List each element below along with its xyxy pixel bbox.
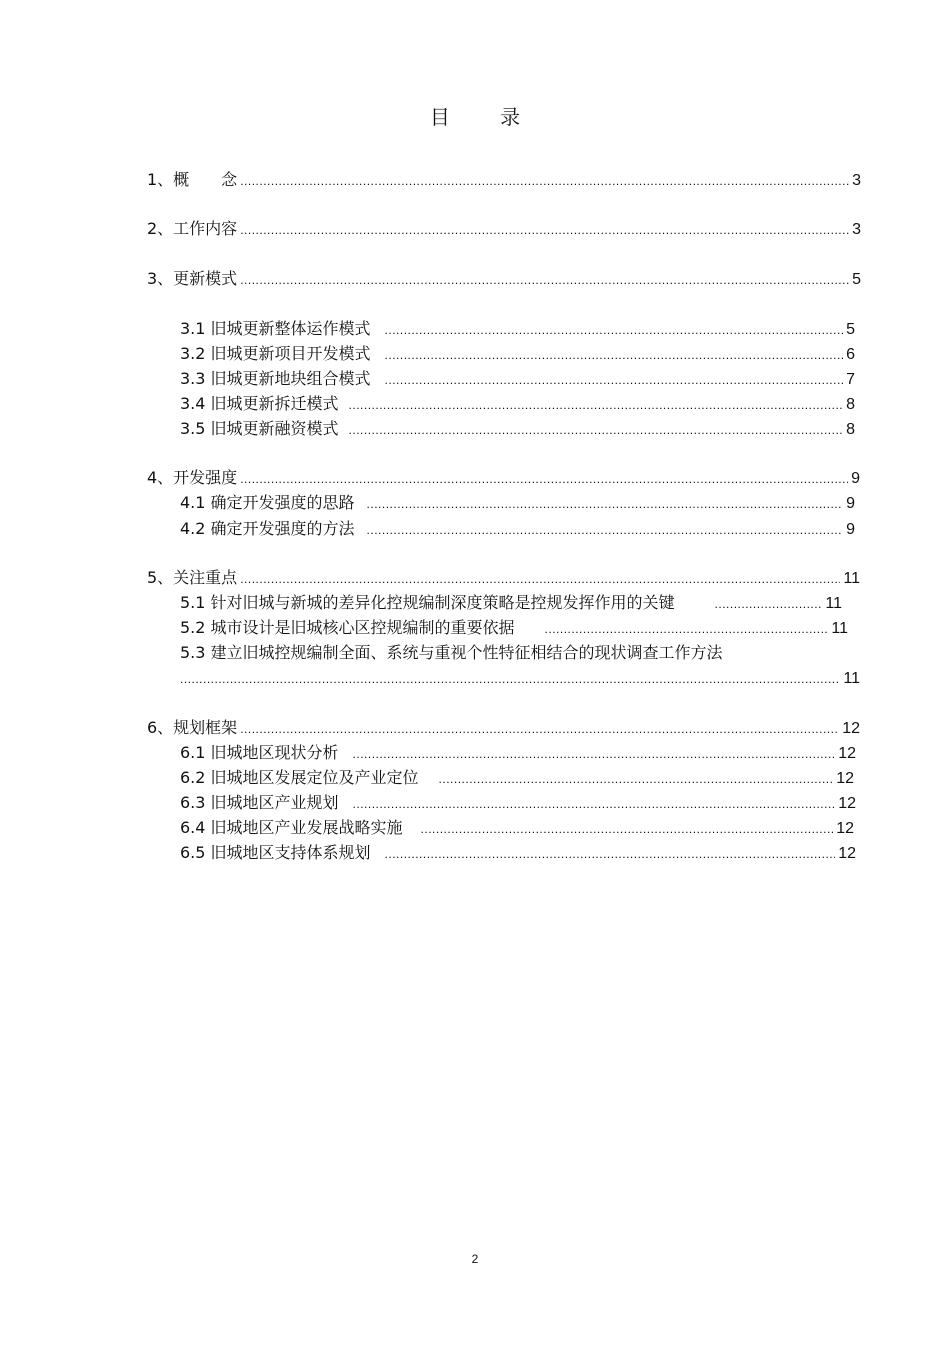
- toc-entry-label: 5.2 城市设计是旧城核心区控规编制的重要依据: [180, 618, 515, 637]
- toc-entry-label: 5.3 建立旧城控规编制全面、系统与重视个性特征相结合的现状调查工作方法: [180, 643, 723, 662]
- toc-subentry[interactable]: [180, 767, 854, 790]
- toc-entry-page: 5: [852, 271, 861, 288]
- toc-leader-dots: [367, 519, 844, 541]
- toc-entry[interactable]: [147, 567, 860, 590]
- toc-subentry[interactable]: [180, 642, 860, 664]
- toc-entry-label: 4.2 确定开发强度的方法: [180, 519, 355, 538]
- toc-entry-label: 6.4 旧城地区产业发展战略实施: [180, 818, 403, 837]
- toc-entry-page: 12: [836, 770, 854, 787]
- toc-leader-dots: [367, 493, 844, 515]
- toc-entry-label: 3.2 旧城更新项目开发模式: [180, 344, 371, 363]
- toc-entry-page: 12: [836, 820, 854, 837]
- toc-subentry[interactable]: [180, 817, 854, 840]
- toc-leader-dots: [180, 668, 840, 690]
- toc-leader-dots: [353, 743, 836, 765]
- toc-entry-label: 3.4 旧城更新拆迁模式: [180, 394, 339, 413]
- page-number: 2: [471, 1252, 479, 1266]
- toc-entry-page: 11: [843, 670, 860, 687]
- toc-leader-dots: [545, 618, 829, 640]
- toc-entry-label: 3.1 旧城更新整体运作模式: [180, 319, 371, 338]
- toc-entry-page: 12: [838, 845, 856, 862]
- toc-subentry[interactable]: [180, 742, 856, 765]
- toc-entry-label: 6、规划框架: [147, 718, 238, 737]
- toc-leader-dots: [353, 793, 836, 815]
- toc-subentry[interactable]: [180, 418, 855, 441]
- toc-entry-page: 9: [846, 495, 855, 512]
- toc-entry-page: 8: [846, 396, 855, 413]
- toc-entry-page: 9: [846, 521, 855, 538]
- toc-entry-label: 3、更新模式: [147, 269, 238, 288]
- toc-entry[interactable]: [147, 717, 860, 740]
- toc-entry-page: 6: [846, 346, 855, 363]
- toc-subentry[interactable]: [180, 368, 855, 391]
- toc-leader-dots: [240, 219, 849, 241]
- toc-entry-page: 9: [851, 470, 860, 487]
- toc-subentry[interactable]: [180, 792, 856, 815]
- toc-subentry[interactable]: [180, 492, 855, 515]
- toc-entry-label: 6.1 旧城地区现状分析: [180, 743, 339, 762]
- toc-leader-dots: [240, 269, 849, 291]
- toc-subentry[interactable]: [180, 318, 855, 341]
- toc-entry-label: 4.1 确定开发强度的思路: [180, 493, 355, 512]
- toc-leader-dots: [385, 369, 844, 391]
- toc-leader-dots: [439, 768, 834, 790]
- toc-entry-page: 8: [846, 421, 855, 438]
- toc-title: 目 录: [429, 105, 543, 129]
- toc-entry-label: 3.3 旧城更新地块组合模式: [180, 369, 371, 388]
- toc-entry-page: 12: [842, 720, 860, 737]
- toc-entry-label: 6.2 旧城地区发展定位及产业定位: [180, 768, 419, 787]
- toc-leader-dots: [240, 468, 848, 490]
- toc-entry-page: 12: [838, 745, 856, 762]
- toc-leader-dots: [385, 344, 844, 366]
- toc-subentry[interactable]: [180, 393, 855, 416]
- toc-entry[interactable]: [147, 467, 860, 490]
- toc-entry-label: 6.3 旧城地区产业规划: [180, 793, 339, 812]
- toc-subentry[interactable]: [180, 617, 848, 640]
- toc-leader-dots: [349, 394, 844, 416]
- toc-entry[interactable]: [147, 169, 861, 192]
- toc-subentry[interactable]: [180, 842, 856, 865]
- toc-entry-page: 12: [838, 795, 856, 812]
- toc-entry[interactable]: [147, 218, 861, 241]
- toc-entry-page: 7: [846, 371, 855, 388]
- toc-subentry-continuation[interactable]: [180, 668, 860, 690]
- toc-subentry[interactable]: [180, 518, 855, 541]
- toc-leader-dots: [385, 319, 844, 341]
- toc-entry-page: 11: [825, 595, 842, 612]
- toc-leader-dots: [715, 593, 823, 615]
- toc-entry-page: 11: [843, 570, 860, 587]
- toc-entry-label: 6.5 旧城地区支持体系规划: [180, 843, 371, 862]
- toc-entry-page: 3: [852, 221, 861, 238]
- toc-entry-label: 5.1 针对旧城与新城的差异化控规编制深度策略是控规发挥作用的关键: [180, 593, 675, 612]
- toc-entry-label: 5、关注重点: [147, 568, 238, 587]
- toc-leader-dots: [349, 419, 844, 441]
- toc-entry-page: 5: [846, 321, 855, 338]
- toc-leader-dots: [240, 568, 840, 590]
- toc-leader-dots: [421, 818, 834, 840]
- toc-entry[interactable]: [147, 268, 861, 291]
- toc-entry-label: 1、概 念: [147, 170, 238, 189]
- toc-leader-dots: [240, 170, 849, 192]
- toc-entry-page: 11: [831, 620, 848, 637]
- toc-subentry[interactable]: [180, 592, 842, 615]
- toc-entry-label: 4、开发强度: [147, 468, 238, 487]
- toc-leader-dots: [385, 843, 836, 865]
- toc-entry-label: 2、工作内容: [147, 219, 238, 238]
- toc-leader-dots: [240, 718, 839, 740]
- toc-entry-label: 3.5 旧城更新融资模式: [180, 419, 339, 438]
- toc-subentry[interactable]: [180, 343, 855, 366]
- toc-entry-page: 3: [852, 172, 861, 189]
